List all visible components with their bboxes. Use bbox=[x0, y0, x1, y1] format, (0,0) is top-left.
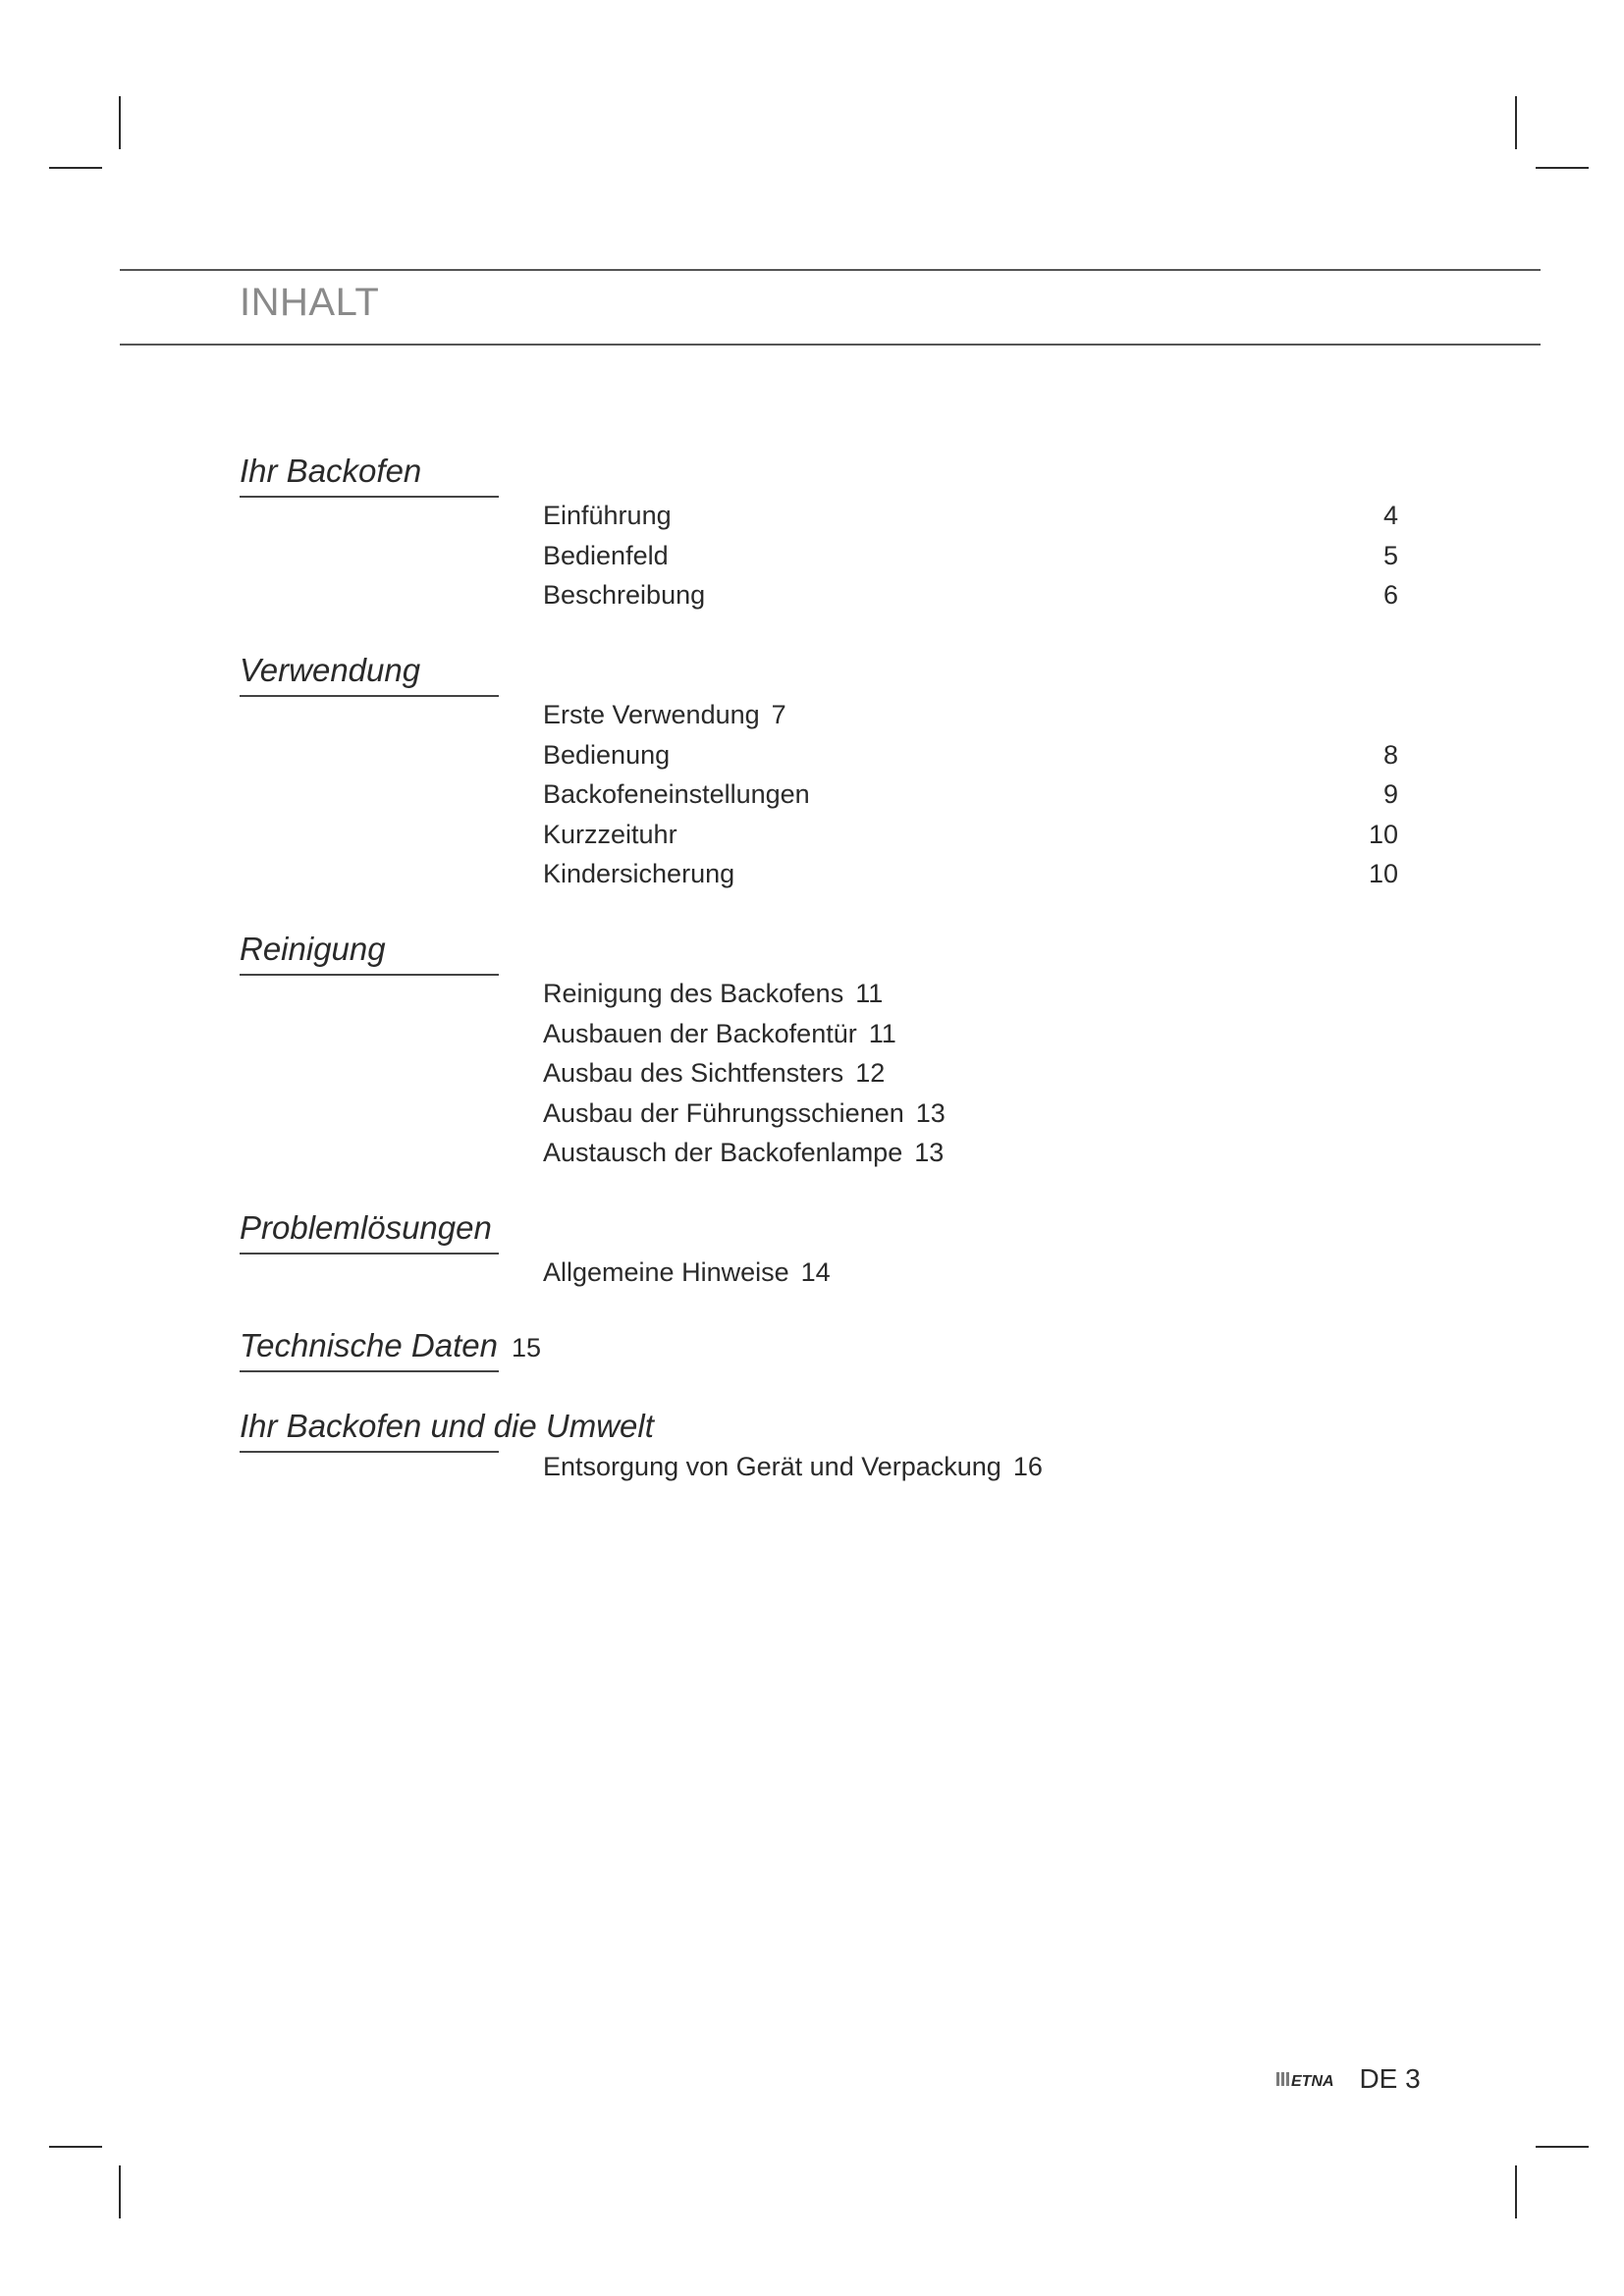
crop-mark bbox=[1536, 2146, 1589, 2148]
etna-logo bbox=[1276, 2068, 1339, 2090]
entry-page-number: 10 bbox=[1368, 859, 1398, 888]
crop-mark bbox=[1536, 167, 1589, 169]
section-heading bbox=[240, 652, 1418, 695]
header-rule-bottom bbox=[120, 344, 1541, 346]
toc-section bbox=[240, 652, 1418, 894]
crop-mark bbox=[119, 2165, 121, 2218]
toc-section bbox=[240, 931, 1418, 1173]
toc-entry[interactable] bbox=[240, 575, 1418, 615]
entry-page-number: 11 bbox=[868, 1018, 896, 1048]
entry-label: Ausbau des Sichtfensters bbox=[543, 1058, 844, 1088]
entry-page-number: 11 bbox=[855, 979, 884, 1008]
section-heading bbox=[240, 1327, 1418, 1370]
entry-label: Beschreibung bbox=[543, 580, 706, 610]
entry-label: Kindersicherung bbox=[543, 859, 735, 888]
section-heading bbox=[240, 931, 1418, 974]
toc-entry[interactable] bbox=[240, 1053, 1418, 1094]
entry-label: Ausbauen der Backofentür bbox=[543, 1018, 857, 1048]
toc-entry[interactable] bbox=[240, 536, 1418, 576]
section-heading bbox=[240, 453, 1418, 496]
toc-entries bbox=[240, 974, 1418, 1173]
toc-entry[interactable] bbox=[240, 1133, 1418, 1173]
section-title: Verwendung bbox=[240, 652, 421, 688]
toc-entry[interactable] bbox=[240, 974, 1418, 1014]
entry-label: Entsorgung von Gerät und Verpackung bbox=[543, 1452, 1001, 1481]
entry-page-number: 14 bbox=[800, 1257, 831, 1287]
crop-mark bbox=[1515, 96, 1517, 149]
section-title: Technische Daten bbox=[240, 1327, 498, 1363]
toc-entry[interactable] bbox=[240, 854, 1418, 894]
crop-mark bbox=[119, 96, 121, 149]
toc-section bbox=[240, 453, 1418, 615]
crop-mark bbox=[49, 2146, 102, 2148]
entry-page-number: 9 bbox=[1382, 779, 1398, 809]
entry-label: Bedienung bbox=[543, 739, 671, 770]
logo-text: ETNA bbox=[1291, 2073, 1334, 2090]
entry-page-number: 16 bbox=[1012, 1452, 1043, 1481]
toc-entries bbox=[240, 496, 1418, 615]
entry-label: Reinigung des Backofens bbox=[543, 979, 844, 1008]
section-underline bbox=[240, 1370, 499, 1372]
toc-entry[interactable] bbox=[240, 496, 1418, 536]
toc-entries bbox=[240, 695, 1418, 894]
entry-page-number: 13 bbox=[914, 1138, 945, 1167]
entry-label: Austausch der Backofenlampe bbox=[543, 1138, 903, 1167]
section-heading bbox=[240, 1408, 1418, 1451]
section-title: Problemlösungen bbox=[240, 1209, 492, 1246]
page-footer bbox=[1276, 2063, 1421, 2103]
entry-label: Kurzzeituhr bbox=[543, 819, 677, 849]
toc-section bbox=[240, 1209, 1418, 1293]
entry-page-number: 13 bbox=[915, 1097, 946, 1128]
toc-entry[interactable] bbox=[240, 735, 1418, 775]
entry-page-number: 6 bbox=[1382, 580, 1398, 610]
section-title: Ihr Backofen bbox=[240, 453, 422, 489]
toc-entry[interactable] bbox=[240, 1253, 1418, 1293]
toc-entry[interactable] bbox=[240, 815, 1418, 855]
page-title: INHALT bbox=[240, 281, 380, 324]
toc-entry[interactable] bbox=[240, 1094, 1418, 1134]
page-number: DE 3 bbox=[1359, 2063, 1421, 2094]
entry-label: Allgemeine Hinweise bbox=[543, 1257, 789, 1287]
entry-page-number: 4 bbox=[1382, 501, 1398, 530]
section-title: Ihr Backofen und die Umwelt bbox=[240, 1408, 654, 1444]
toc-entry[interactable] bbox=[240, 695, 1418, 735]
toc-entry[interactable] bbox=[240, 1014, 1418, 1054]
toc-entry[interactable] bbox=[240, 774, 1418, 815]
entry-page-number: 10 bbox=[1368, 819, 1398, 849]
crop-mark bbox=[1515, 2165, 1517, 2218]
entry-page-number: 8 bbox=[1382, 739, 1398, 770]
header-rule-top bbox=[120, 269, 1541, 271]
entry-label: Backofeneinstellungen bbox=[543, 779, 810, 809]
entry-page-number: 12 bbox=[855, 1058, 886, 1088]
entry-label: Erste Verwendung bbox=[543, 700, 760, 729]
crop-mark bbox=[49, 167, 102, 169]
toc-section bbox=[240, 1408, 1418, 1487]
entry-label: Bedienfeld bbox=[543, 540, 669, 570]
toc-entry[interactable] bbox=[240, 1447, 1418, 1487]
entry-label: Einführung bbox=[543, 501, 672, 530]
toc-section[interactable] bbox=[240, 1327, 1418, 1370]
entry-label: Ausbau der Führungsschienen bbox=[543, 1097, 904, 1128]
entry-page-number: 5 bbox=[1382, 540, 1398, 570]
section-title: Reinigung bbox=[240, 931, 386, 967]
section-page-number: 15 bbox=[511, 1333, 541, 1362]
entry-page-number: 7 bbox=[771, 700, 786, 729]
toc-entries bbox=[240, 1253, 1418, 1293]
section-heading bbox=[240, 1209, 1418, 1253]
toc-entries bbox=[240, 1447, 1418, 1487]
